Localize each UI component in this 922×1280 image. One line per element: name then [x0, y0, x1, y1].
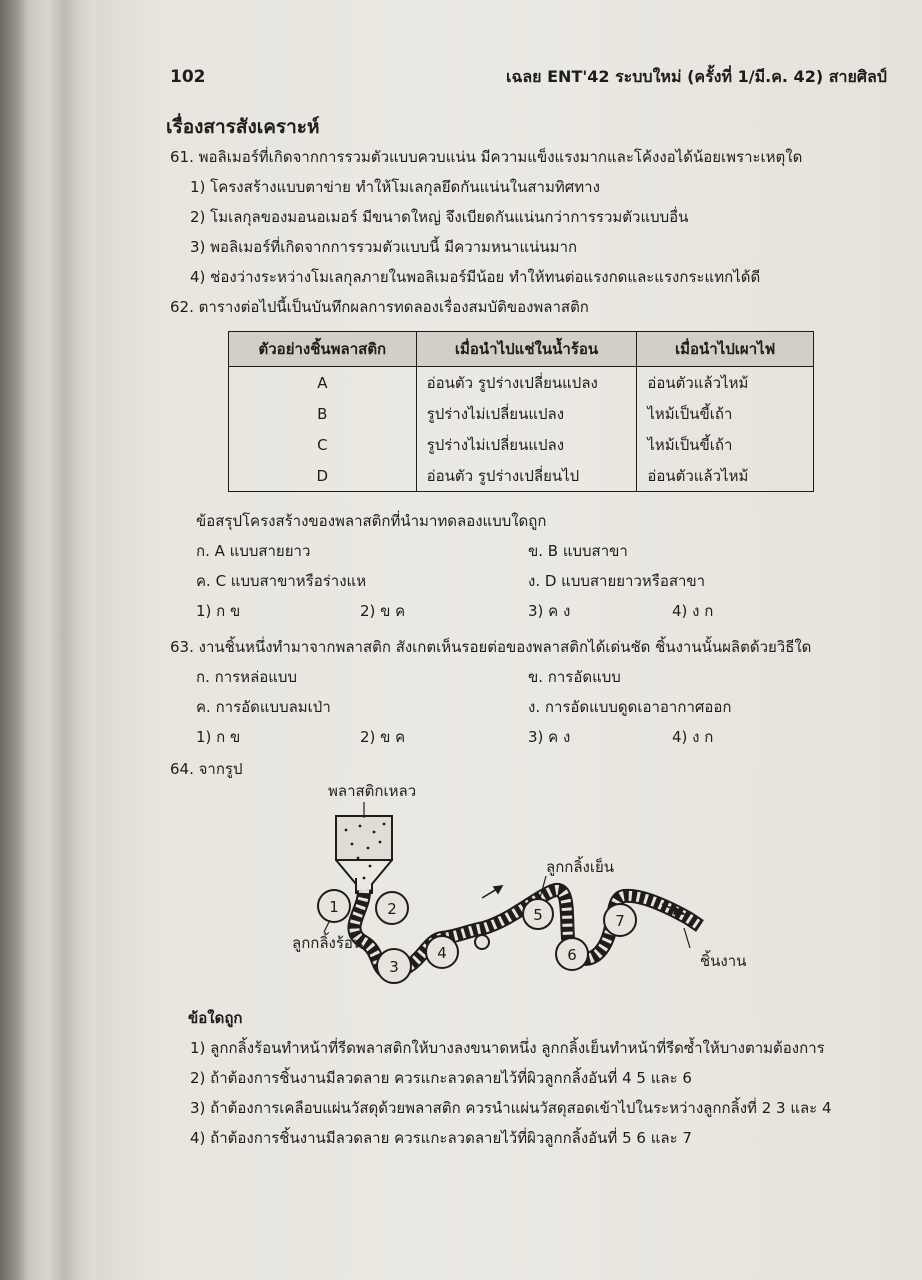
- q63-choice-c: ค. การอัดแบบลมเป่า: [196, 698, 331, 716]
- table-row: [229, 367, 814, 399]
- q62-answer-2: 2) ข ค: [360, 602, 406, 620]
- roller-label: 6: [567, 946, 577, 964]
- table-row: [229, 460, 814, 492]
- book-binding: [0, 0, 100, 1280]
- table-header: เมื่อนำไปแช่ในน้ำร้อน: [416, 332, 637, 367]
- section-title: เรื่องสารสังเคราะห์: [166, 116, 320, 138]
- q62-choice-d: ง. D แบบสายยาวหรือสาขา: [528, 572, 706, 590]
- q64-question: 64. จากรูป: [170, 760, 243, 778]
- table-cell: ไหม้เป็นขี้เถ้า: [637, 398, 814, 429]
- liquid-plastic-label: พลาสติกเหลว: [328, 782, 417, 800]
- table-cell: C: [229, 429, 417, 460]
- calendering-figure: [270, 780, 760, 995]
- q64-option-3: 3) ถ้าต้องการเคลือบแผ่นวัสดุด้วยพลาสติก ควรนำแผ่นวัสดุสอดเข้าไปในระหว่างลูกกลิ้งที่ 2 3 และ 4: [190, 1099, 832, 1117]
- q61-option-4: 4) ช่องว่างระหว่างโมเลกุลภายในพอลิเมอร์มีน้อย ทำให้ทนต่อแรงกดและแรงกระแทกได้ดี: [190, 268, 761, 286]
- q62-choice-c: ค. C แบบสาขาหรือร่างแห: [196, 572, 367, 590]
- q63-answer-4: 4) ง ก: [672, 728, 714, 746]
- page-number: 102: [170, 67, 206, 87]
- running-title: เฉลย ENT'42 ระบบใหม่ (ครั้งที่ 1/มี.ค. 42) สายศิลป์: [506, 67, 887, 86]
- roller-label: 3: [389, 958, 399, 976]
- q61-question: 61. พอลิเมอร์ที่เกิดจากการรวมตัวแบบควบแน่น มีความแข็งแรงมากและโค้งงอได้น้อยเพราะเหตุใด: [170, 148, 803, 166]
- small-roller: [475, 935, 489, 949]
- q62-prompt: ข้อสรุปโครงสร้างของพลาสติกที่นำมาทดลองแบบใดถูก: [196, 512, 547, 530]
- q62-choice-b: ข. B แบบสาขา: [528, 542, 628, 560]
- q63-choice-a: ก. การหล่อแบบ: [196, 668, 297, 686]
- table-cell: D: [229, 460, 417, 492]
- q62-choice-a: ก. A แบบสายยาว: [196, 542, 311, 560]
- plastic-test-table: [228, 331, 814, 492]
- cold-roller-label: ลูกกลิ้งเย็น: [546, 858, 615, 876]
- roller-label: 7: [615, 912, 625, 930]
- table-row: [229, 398, 814, 429]
- q64-option-1: 1) ลูกกลิ้งร้อนทำหน้าที่รีดพลาสติกให้บางลงขนาดหนึ่ง ลูกกลิ้งเย็นทำหน้าที่รีดซ้ำให้บางตามต้องการ: [190, 1039, 825, 1057]
- q63-answer-2: 2) ข ค: [360, 728, 406, 746]
- q63-choice-d: ง. การอัดแบบดูดเอาอากาศออก: [528, 698, 732, 716]
- roller-label: 2: [387, 900, 397, 918]
- q64-option-2: 2) ถ้าต้องการชิ้นงานมีลวดลาย ควรแกะลวดลายไว้ที่ผิวลูกกลิ้งอันที่ 4 5 และ 6: [190, 1069, 692, 1087]
- workpiece-label: ชิ้นงาน: [700, 952, 747, 970]
- hot-roller-label: ลูกกลิ้งร้อน: [292, 934, 364, 952]
- table-cell: ไหม้เป็นขี้เถ้า: [637, 429, 814, 460]
- q63-answer-3: 3) ค ง: [528, 728, 571, 746]
- q63-question: 63. งานชิ้นหนึ่งทำมาจากพลาสติก สังเกตเห็นรอยต่อของพลาสติกได้เด่นชัด ชิ้นงานนั้นผลิตด้วยวิธีใด: [170, 638, 812, 656]
- q61-option-3: 3) พอลิเมอร์ที่เกิดจากการรวมตัวแบบนี้ มีความหนาแน่นมาก: [190, 238, 578, 256]
- q62-answer-1: 1) ก ข: [196, 602, 241, 620]
- q63-choice-b: ข. การอัดแบบ: [528, 668, 621, 686]
- q62-answer-3: 3) ค ง: [528, 602, 571, 620]
- table-cell: อ่อนตัว รูปร่างเปลี่ยนไป: [416, 460, 637, 492]
- table-cell: รูปร่างไม่เปลี่ยนแปลง: [416, 429, 637, 460]
- q64-option-4: 4) ถ้าต้องการชิ้นงานมีลวดลาย ควรแกะลวดลายไว้ที่ผิวลูกกลิ้งอันที่ 5 6 และ 7: [190, 1129, 692, 1147]
- q63-answer-1: 1) ก ข: [196, 728, 241, 746]
- table-header: เมื่อนำไปเผาไฟ: [637, 332, 814, 367]
- q62-question: 62. ตารางต่อไปนี้เป็นบันทึกผลการทดลองเรื่องสมบัติของพลาสติก: [170, 298, 589, 316]
- q62-answer-4: 4) ง ก: [672, 602, 714, 620]
- roller-label: 4: [437, 944, 447, 962]
- roller-label: 1: [329, 898, 339, 916]
- roller-label: 5: [533, 906, 543, 924]
- table-cell: อ่อนตัวแล้วไหม้: [637, 460, 814, 492]
- q61-option-2: 2) โมเลกุลของมอนอเมอร์ มีขนาดใหญ่ จึงเบียดกันแน่นกว่าการรวมตัวแบบอื่น: [190, 208, 689, 226]
- table-row: [229, 429, 814, 460]
- q61-option-1: 1) โครงสร้างแบบตาข่าย ทำให้โมเลกุลยึดกันแน่นในสามทิศทาง: [190, 178, 600, 196]
- q64-prompt: ข้อใดถูก: [188, 1009, 243, 1027]
- table-cell: B: [229, 398, 417, 429]
- table-header-row: [229, 332, 814, 367]
- hopper: [336, 816, 392, 894]
- table-cell: อ่อนตัวแล้วไหม้: [637, 367, 814, 399]
- table-header: ตัวอย่างชิ้นพลาสติก: [229, 332, 417, 367]
- table-cell: อ่อนตัว รูปร่างเปลี่ยนแปลง: [416, 367, 637, 399]
- table-cell: A: [229, 367, 417, 399]
- table-cell: รูปร่างไม่เปลี่ยนแปลง: [416, 398, 637, 429]
